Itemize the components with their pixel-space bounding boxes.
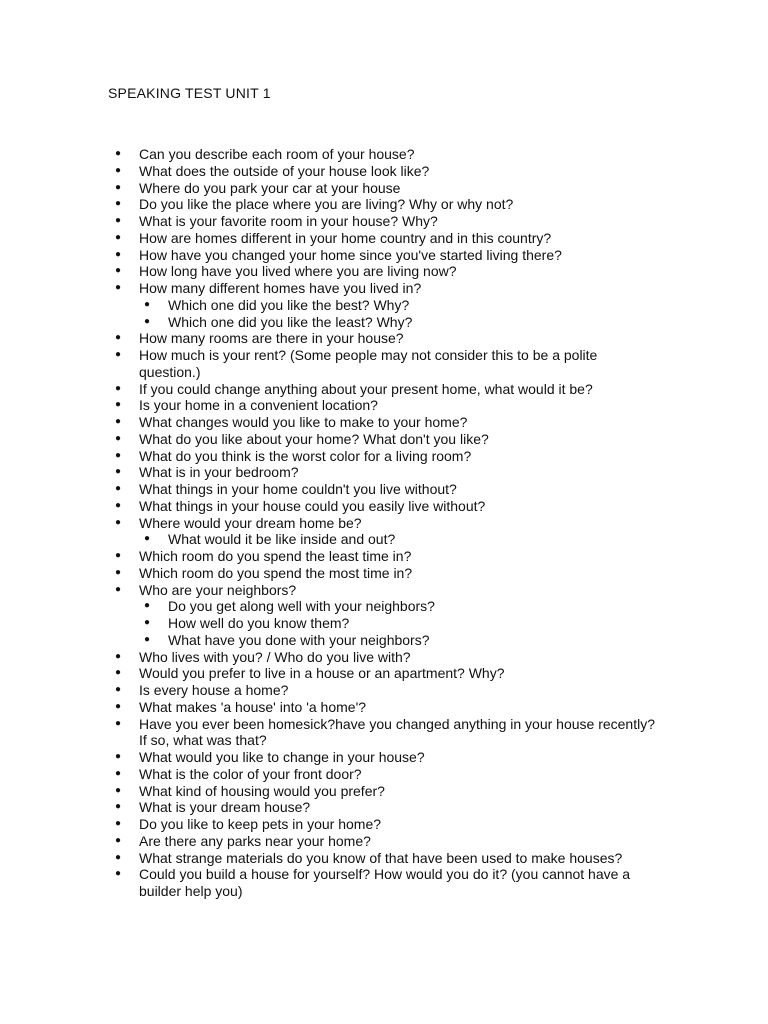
- question-item: [0, 498, 659, 515]
- bullet-icon: ●: [115, 382, 122, 394]
- question-text: How are homes different in your home country and in this country?: [139, 229, 552, 246]
- bullet-icon: ●: [115, 751, 122, 762]
- bullet-icon: ●: [115, 416, 122, 427]
- bullet-icon: ●: [115, 449, 122, 461]
- question-text: How have you changed your home since you've started living there?: [139, 246, 562, 263]
- question-item: [0, 716, 659, 750]
- question-text: Are there any parks near your home?: [139, 832, 371, 849]
- question-text: How well do you know them?: [168, 615, 350, 631]
- question-text: What would you like to change in your house?: [139, 749, 425, 765]
- bullet-icon: ●: [144, 617, 151, 628]
- bullet-icon: ●: [144, 633, 151, 645]
- question-text: How many rooms are there in your house?: [139, 330, 404, 347]
- bullet-icon: ●: [115, 181, 122, 193]
- question-item: [0, 582, 659, 599]
- question-text: What things in your home couldn't you live without?: [139, 481, 457, 497]
- question-item: [0, 448, 659, 465]
- question-item: [0, 464, 659, 481]
- sub-question-item: [0, 297, 659, 314]
- question-item: [0, 263, 659, 280]
- question-text: What do you think is the worst color for a living room?: [139, 447, 472, 464]
- question-text: Would you prefer to live in a house or an apartment? Why?: [139, 665, 505, 682]
- bullet-icon: ●: [115, 834, 122, 846]
- question-text: What would it be like inside and out?: [168, 531, 396, 548]
- bullet-icon: ●: [115, 851, 122, 863]
- bullet-icon: ●: [115, 566, 122, 578]
- question-item: [0, 649, 659, 666]
- question-item: [0, 213, 659, 230]
- sub-question-item: [0, 615, 659, 632]
- question-item: [0, 330, 659, 347]
- question-text: Where would your dream home be?: [139, 514, 362, 531]
- question-text: Which room do you spend the least time in?: [139, 548, 412, 564]
- question-item: [0, 414, 659, 431]
- question-text: Do you get along well with your neighbors?: [168, 598, 435, 615]
- bullet-icon: ●: [115, 466, 122, 478]
- question-item: [0, 196, 659, 213]
- question-item: [0, 381, 659, 398]
- question-text: Could you build a house for yourself? How would you do it? (you cannot have a builder help you): [139, 866, 631, 899]
- question-item: [0, 280, 659, 297]
- question-item: [0, 866, 659, 900]
- bullet-icon: ●: [115, 784, 122, 796]
- bullet-icon: ●: [115, 583, 122, 595]
- question-text: Which one did you like the least? Why?: [168, 313, 413, 330]
- question-text: Is your home in a convenient location?: [139, 397, 378, 414]
- question-item: [0, 816, 659, 833]
- question-text: What kind of housing would you prefer?: [139, 782, 385, 799]
- bullet-icon: ●: [144, 600, 151, 612]
- question-item: [0, 163, 659, 180]
- bullet-icon: ●: [115, 215, 122, 226]
- question-item: [0, 783, 659, 800]
- question-text: Do you like the place where you are living? Why or why not?: [139, 196, 514, 213]
- bullet-icon: ●: [115, 499, 122, 511]
- question-item: [0, 850, 659, 867]
- sub-question-item: [0, 598, 659, 615]
- question-text: What is in your bedroom?: [139, 464, 299, 481]
- question-text: Who are your neighbors?: [139, 581, 297, 598]
- bullet-icon: ●: [115, 700, 122, 712]
- question-item: [0, 146, 659, 163]
- question-item: [0, 180, 659, 197]
- question-text: What have you done with your neighbors?: [168, 631, 430, 648]
- bullet-icon: ●: [115, 248, 122, 260]
- bullet-icon: ●: [115, 650, 122, 662]
- bullet-icon: ●: [115, 684, 122, 695]
- question-item: [0, 247, 659, 264]
- question-item: [0, 481, 659, 498]
- question-text: Is every house a home?: [139, 682, 289, 698]
- question-text: If you could change anything about your present home, what would it be?: [139, 380, 593, 397]
- sub-question-item: [0, 632, 659, 649]
- question-text: How many different homes have you lived in?: [139, 280, 422, 296]
- bullet-icon: ●: [144, 315, 151, 327]
- question-item: [0, 397, 659, 414]
- bullet-icon: ●: [115, 818, 122, 829]
- bullet-icon: ●: [115, 767, 122, 779]
- question-item: [0, 565, 659, 582]
- bullet-icon: ●: [115, 868, 122, 880]
- question-item: [0, 799, 659, 816]
- question-text: Where do you park your car at your house: [139, 179, 401, 196]
- bullet-icon: ●: [115, 148, 122, 159]
- question-item: [0, 347, 659, 381]
- bullet-icon: ●: [115, 432, 122, 444]
- bullet-icon: ●: [115, 231, 122, 243]
- question-text: Can you describe each room of your house?: [139, 146, 415, 162]
- question-item: [0, 665, 659, 682]
- question-text: What changes would you like to make to your home?: [139, 414, 468, 430]
- question-list: [0, 146, 768, 900]
- bullet-icon: ●: [115, 265, 122, 277]
- question-item: [0, 749, 659, 766]
- question-item: [0, 230, 659, 247]
- bullet-icon: ●: [144, 298, 151, 310]
- bullet-icon: ●: [115, 349, 122, 360]
- bullet-icon: ●: [115, 282, 122, 293]
- question-item: [0, 548, 659, 565]
- question-text: How much is your rent? (Some people may not consider this to be a polite question.): [139, 347, 598, 380]
- question-item: [0, 682, 659, 699]
- bullet-icon: ●: [144, 533, 151, 545]
- question-text: Which one did you like the best? Why?: [168, 296, 410, 313]
- question-text: Which room do you spend the most time in?: [139, 564, 413, 581]
- question-text: Do you like to keep pets in your home?: [139, 816, 382, 832]
- question-text: Have you ever been homesick?have you changed anything in your house recently? If so, what was that?: [139, 715, 655, 749]
- question-item: [0, 833, 659, 850]
- question-text: What is the color of your front door?: [139, 765, 362, 782]
- sub-question-item: [0, 314, 659, 331]
- bullet-icon: ●: [115, 801, 122, 813]
- bullet-icon: ●: [115, 667, 122, 679]
- question-text: What is your dream house?: [139, 799, 311, 816]
- question-text: What do you like about your home? What don't you like?: [139, 430, 489, 447]
- question-text: Who lives with you? / Who do you live with?: [139, 648, 411, 665]
- question-item: [0, 699, 659, 716]
- question-text: What strange materials do you know of that have been used to make houses?: [139, 849, 623, 866]
- bullet-icon: ●: [115, 483, 122, 494]
- bullet-icon: ●: [115, 550, 122, 561]
- question-text: What is your favorite room in your house? Why?: [139, 213, 438, 229]
- question-item: [0, 431, 659, 448]
- question-text: What things in your house could you easily live without?: [139, 497, 486, 514]
- question-text: What makes 'a house' into 'a home'?: [139, 698, 367, 715]
- document-title: SPEAKING TEST UNIT 1: [108, 85, 271, 101]
- bullet-icon: ●: [115, 332, 122, 344]
- question-text: How long have you lived where you are living now?: [139, 263, 457, 280]
- bullet-icon: ●: [115, 516, 122, 528]
- question-text: What does the outside of your house look like?: [139, 162, 430, 179]
- question-item: [0, 766, 659, 783]
- bullet-icon: ●: [115, 164, 122, 176]
- bullet-icon: ●: [115, 399, 122, 411]
- sub-question-item: [0, 531, 659, 548]
- question-item: [0, 515, 659, 532]
- bullet-icon: ●: [115, 717, 122, 729]
- bullet-icon: ●: [115, 198, 122, 210]
